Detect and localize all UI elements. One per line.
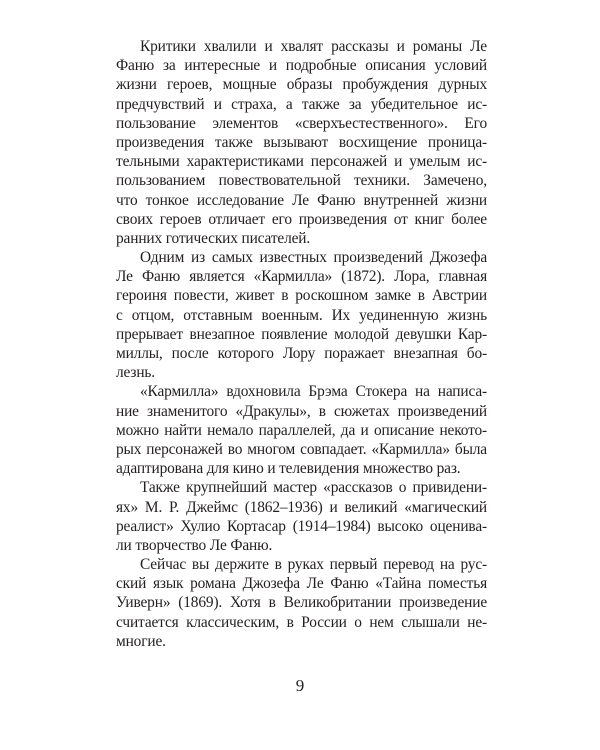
paragraph-critics: [116, 37, 487, 248]
text-line: ли творчество Ле Фаню.: [116, 536, 273, 554]
text-line: пользование элементов «сверхъестественного». Его: [116, 114, 487, 132]
page-number: 9: [295, 676, 305, 695]
text-line: ние знаменитого «Дракулы», в сюжетах произведений: [116, 402, 487, 420]
text-line: лезнь.: [116, 364, 155, 382]
text-line: ях» М. Р. Джеймс (1862–1936) и великий «магический: [116, 498, 487, 516]
text-line: пользованием повествовательной техники. Замечено,: [116, 172, 487, 190]
text-line: считается классическим, в России о нем слышали не-: [116, 613, 487, 631]
text-line: с отцом, отставным военным. Их уединенную жизнь: [116, 306, 487, 324]
paragraph-translation: [116, 555, 487, 651]
text-line: рых персонажей во многом совпадает. «Кармилла» была: [116, 440, 487, 458]
text-line: ранних готических писателей.: [116, 229, 311, 247]
text-line: Ле Фаню является «Кармилла» (1872). Лора, главная: [116, 268, 487, 286]
text-line: прерывает внезапное появление молодой девушки Кар-: [116, 325, 487, 343]
text-line: Фаню за интересные и подробные описания условий: [116, 57, 487, 75]
text-line: тельными характеристиками персонажей и умелым ис-: [116, 153, 487, 171]
text-line: произведения также вызывают восхищение проница-: [116, 133, 487, 151]
text-line: адаптирована для кино и телевидения множество раз.: [116, 460, 461, 478]
text-line: героиня повести, живет в роскошном замке в Австрии: [116, 287, 487, 305]
text-line: Одним из самых известных произведений Джозефа: [140, 249, 487, 267]
text-line: ский язык романа Джозефа Ле Фаню «Тайна поместья: [116, 575, 487, 593]
text-line: реалист» Хулио Кортасар (1914–1984) высоко оценива-: [116, 517, 487, 535]
text-line: можно найти немало параллелей, да и описание некото-: [116, 421, 487, 439]
text-line: миллы, после которого Лору поражает внезапная бо-: [116, 345, 487, 362]
text-line: своих героев отличает его произведения от книг более: [116, 210, 487, 228]
text-line: жизни героев, мощные образы пробуждения дурных: [116, 76, 487, 94]
text-line: Критики хвалили и хвалят рассказы и романы Ле: [140, 38, 487, 55]
paragraph-stoker: [116, 382, 487, 478]
paragraph-carmilla: [116, 248, 487, 382]
text-line: Также крупнейший мастер «рассказов о привидени-: [140, 479, 487, 497]
text-line: Уиверн» (1869). Хотя в Великобритании произведение: [116, 594, 487, 612]
text-line: «Кармилла» вдохновила Брэма Стокера на написа-: [140, 383, 487, 401]
text-line: что тонкое исследование Ле Фаню внутренней жизни: [116, 191, 487, 209]
text-line: многие.: [116, 632, 166, 650]
paragraph-james-cortazar: [116, 478, 487, 555]
text-line: Сейчас вы держите в руках первый перевод на рус-: [140, 556, 487, 574]
text-line: предчувствий и страха, а также за убедительное ис-: [116, 95, 487, 113]
body-text: [116, 37, 487, 651]
